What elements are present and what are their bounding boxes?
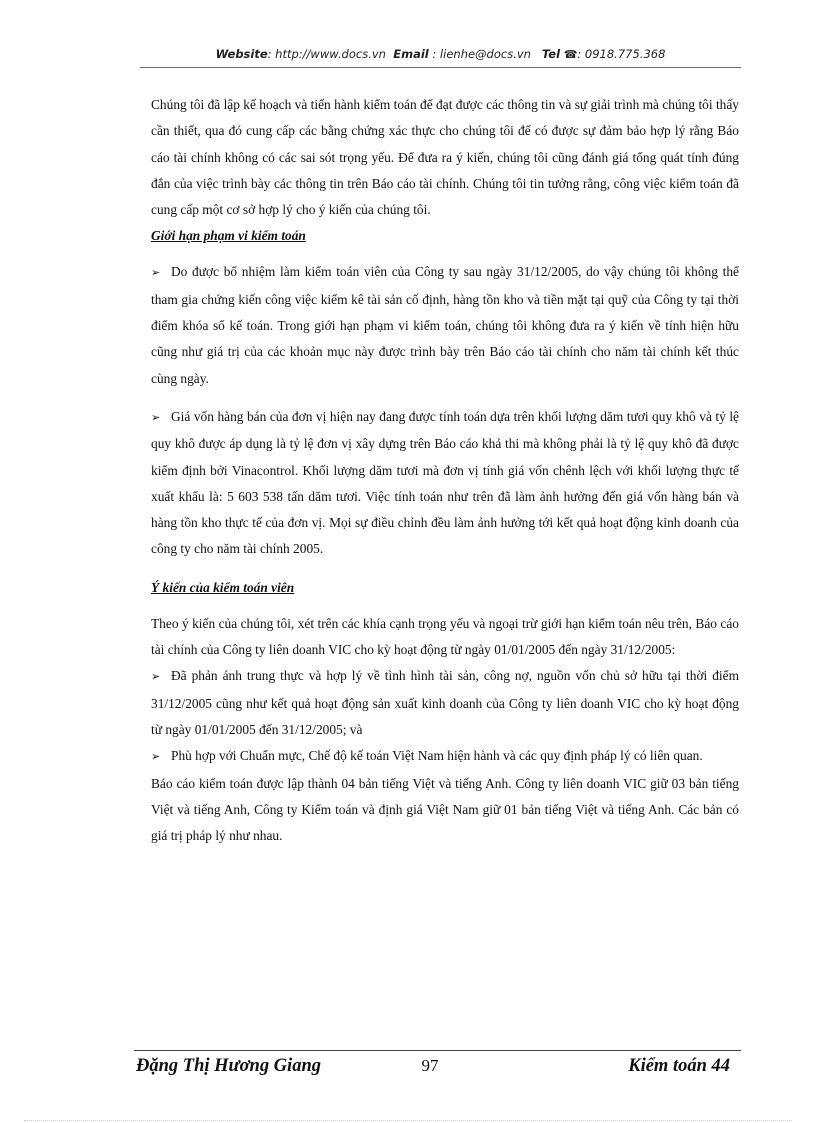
heading-auditor-opinion: Ý kiến của kiểm toán viên (151, 579, 295, 595)
header-email-link[interactable]: : lienhe@docs.vn (428, 47, 531, 61)
header-tel-label: Tel (541, 47, 561, 61)
header-divider (140, 67, 741, 68)
footer-page-number: 97 (421, 1056, 439, 1075)
header-tel-value: : 0918.775.368 (577, 47, 666, 61)
opinion-bullet-2-text: Phù hợp với Chuẩn mực, Chế độ kế toán Việt Nam hiện hành và các quy định pháp lý có liên quan. (171, 748, 703, 764)
header-website-link[interactable]: : http://www.docs.vn (267, 47, 386, 61)
footer-course: Kiểm toán 44 (628, 1056, 730, 1076)
header-website-label: Website (215, 47, 268, 61)
footer-divider (134, 1050, 741, 1051)
header-email-label: Email (393, 47, 429, 61)
intro-paragraph: Chúng tôi đã lập kế hoạch và tiến hành kiểm toán để đạt được các thông tin và sự giải trình mà chúng tôi thấy cần thiết, qua đó cung cấp các bằng chứng xác thực cho chúng tôi để có được sự đảm bảo hợp lý rằng Báo cáo tài chính không có các sai sót trọng yếu. Để đưa ra ý kiến, chúng tôi cũng đánh giá tổng quát tính đúng đắn của việc trình bày các thông tin trên Báo cáo tài chính. Chúng tôi tin tưởng rằng, công việc kiểm toán đã cung cấp một cơ sở hợp lý cho ý kiến của chúng tôi. (151, 97, 739, 218)
phone-icon: ☎ (563, 48, 578, 61)
arrow-bullet-icon: ➢ (151, 410, 161, 424)
arrow-bullet-icon: ➢ (151, 670, 161, 684)
opinion-intro: Theo ý kiến của chúng tôi, xét trên các khía cạnh trọng yếu và ngoại trừ giới hạn kiểm toán nêu trên, Báo cáo tài chính của Công ty liên doanh VIC cho kỳ hoạt động từ ngày 01/01/2005 đến ngày 31/12/2005: (151, 615, 739, 658)
scope-bullet-1 (151, 259, 739, 391)
scope-bullet-2 (151, 404, 739, 563)
opinion-bullet-1-text: Đã phản ánh trung thực và hợp lý về tình hình tài sản, công nợ, nguồn vốn chủ sở hữu tại thời điểm 31/12/2005 cũng như kết quả hoạt động sản xuất kinh doanh của Công ty liên doanh VIC cho kỳ hoạt động từ ngày 01/01/2005 đến 31/12/2005; và (151, 668, 739, 737)
arrow-bullet-icon: ➢ (151, 266, 161, 280)
footer-author: Đặng Thị Hương Giang (136, 1056, 321, 1076)
page-bottom-edge (24, 1120, 792, 1121)
opinion-bullet-1 (151, 663, 739, 743)
arrow-bullet-icon: ➢ (151, 750, 161, 764)
document-body (151, 92, 739, 849)
scope-bullet-2-text: Giá vốn hàng bán của đơn vị hiện nay đang được tính toán dựa trên khối lượng dăm tươi quy khô và tỷ lệ quy khô được áp dụng là tỷ lệ đơn vị xây dựng trên Báo cáo khả thi mà không phải là tỷ lệ quy khô đã được kiểm định bởi Vinacontrol. Khối lượng dăm tươi mà đơn vị tính giá vốn chênh lệch với khối lượng thực tế xuất khẩu là: 5 603 538 tấn dăm tươi. Việc tính toán như trên đã làm ảnh hưởng đến giá vốn hàng bán và hàng tồn kho thực tế của đơn vị. Mọi sự điều chỉnh đều làm ảnh hưởng tới kết quả hoạt động kinh doanh của công ty cho năm tài chính 2005. (151, 408, 739, 557)
scope-bullet-1-text: Do được bổ nhiệm làm kiểm toán viên của Công ty sau ngày 31/12/2005, do vậy chúng tôi không thể tham gia chứng kiến công việc kiểm kê tài sản cố định, hàng tồn kho và tiền mặt tại quỹ của Công ty tại thời điểm khóa sổ kế toán. Trong giới hạn phạm vi kiểm toán, chúng tôi không đưa ra ý kiến về tính hiện hữu cũng như giá trị của các khoản mục này được trình bày trên Báo cáo tài chính cho năm tài chính kết thúc cùng ngày. (151, 264, 739, 386)
page-header (140, 47, 741, 67)
closing-paragraph: Báo cáo kiểm toán được lập thành 04 bản tiếng Việt và tiếng Anh. Công ty liên doanh VIC giữ 03 bản tiếng Việt và tiếng Anh, Công ty Kiểm toán và định giá Việt Nam giữ 01 bản tiếng Việt và tiếng Anh. Các bản có giá trị pháp lý như nhau. (151, 775, 739, 844)
opinion-bullet-2 (151, 743, 739, 770)
heading-audit-scope: Giới hạn phạm vi kiểm toán (151, 228, 306, 244)
